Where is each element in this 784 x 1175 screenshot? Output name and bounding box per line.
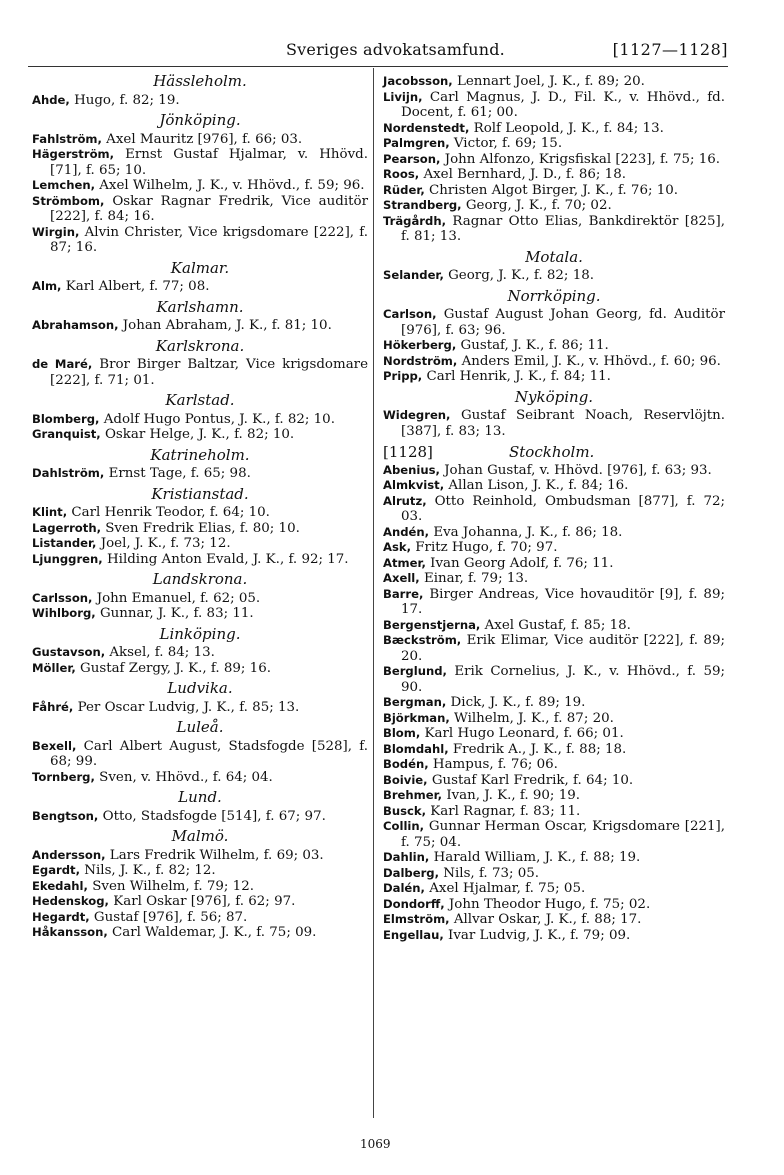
- entry-details: Allvar Oskar, J. K., f. 88; 17.: [453, 912, 642, 927]
- entry-surname: Dahlström,: [32, 466, 105, 480]
- town-heading: Motala.: [525, 247, 583, 266]
- stockholm-entries: [383, 463, 725, 944]
- entry-details: Christen Algot Birger, J. K., f. 76; 10.: [429, 182, 679, 198]
- directory-entry: [383, 494, 725, 525]
- entry-surname: Blomdahl,: [383, 741, 449, 756]
- town-heading: Luleå.: [176, 718, 224, 736]
- entry-details: Erik Cornelius, J. K., v. Hhövd., f. 59; 90.: [401, 664, 725, 695]
- directory-entry: [383, 369, 725, 385]
- directory-entry: [383, 408, 725, 439]
- directory-entry: [32, 879, 368, 895]
- entry-details: Karl Hugo Leonard, f. 66; 01.: [424, 726, 624, 741]
- entry-surname: Lemchen,: [32, 178, 95, 192]
- directory-entry: [32, 279, 368, 295]
- directory-entry: [383, 881, 725, 897]
- column-divider: [373, 68, 374, 1118]
- entry-surname: Klint,: [32, 505, 68, 519]
- entry-surname: Rüder,: [383, 182, 425, 197]
- directory-entry: [383, 773, 725, 789]
- directory-entry: [383, 912, 725, 928]
- header-title: Sveriges advokatsamfund.: [286, 40, 505, 59]
- entry-details: Johan Gustaf, v. Hhövd. [976], f. 63; 93.: [444, 462, 712, 478]
- entry-details: Georg, J. K., f. 70; 02.: [465, 198, 612, 213]
- directory-entry: [32, 427, 368, 443]
- entry-details: Aksel, f. 84; 13.: [109, 645, 215, 660]
- directory-entry: [32, 863, 368, 879]
- entry-surname: Fåhré,: [32, 699, 74, 714]
- entry-surname: Almkvist,: [383, 478, 445, 492]
- directory-entry: [383, 152, 725, 168]
- entry-details: Ernst Tage, f. 65; 98.: [108, 466, 251, 481]
- entry-surname: Bergenstjerna,: [383, 617, 481, 632]
- directory-entry: [383, 167, 725, 183]
- directory-entry: [32, 132, 368, 148]
- entry-details: Wilhelm, J. K., f. 87; 20.: [454, 710, 614, 726]
- directory-entry: [32, 505, 368, 521]
- directory-entry: [383, 897, 725, 913]
- entry-details: Ivan, J. K., f. 90; 19.: [446, 788, 580, 803]
- entry-details: Joel, J. K., f. 73; 12.: [100, 536, 231, 551]
- header-page-range: [1127—1128]: [612, 40, 728, 59]
- entry-surname: Roos,: [383, 167, 420, 181]
- directory-entry: [383, 587, 725, 618]
- directory-entry: [32, 194, 368, 225]
- entry-details: Oskar Helge, J. K., f. 82; 10.: [104, 427, 295, 442]
- entry-surname: Atmer,: [383, 555, 426, 570]
- directory-entry: [383, 338, 725, 354]
- directory-entry: [383, 726, 725, 742]
- entry-surname: Dondorff,: [383, 896, 445, 911]
- entry-surname: Alrutz,: [383, 493, 427, 508]
- directory-entry: [383, 463, 725, 479]
- entry-details: Nils, f. 73; 05.: [443, 865, 540, 881]
- right-column: [383, 74, 725, 943]
- directory-entry: [383, 214, 725, 245]
- entry-surname: Engellau,: [383, 927, 444, 942]
- entry-surname: Elmström,: [383, 912, 450, 926]
- entry-surname: Alm,: [32, 279, 62, 293]
- entry-details: Johan Abraham, J. K., f. 81; 10.: [122, 318, 332, 333]
- directory-entry: [383, 571, 725, 587]
- entry-surname: Nordström,: [383, 353, 458, 368]
- entry-surname: Andén,: [383, 524, 430, 539]
- entry-details: Karl Oskar [976], f. 62; 97.: [113, 894, 296, 909]
- directory-entry: [383, 633, 725, 664]
- entry-details: Fritz Hugo, f. 70; 97.: [415, 540, 558, 555]
- entry-details: Carl Henrik Teodor, f. 64; 10.: [71, 505, 270, 520]
- directory-entry: [383, 804, 725, 820]
- entry-details: Ragnar Otto Elias, Bankdirektör [825], f. 81; 13.: [401, 213, 725, 244]
- entry-surname: Carlson,: [383, 307, 437, 321]
- directory-entry: [383, 664, 725, 695]
- directory-entry: [383, 74, 725, 90]
- entry-details: Oskar Ragnar Fredrik, Vice auditör [222], f. 84; 16.: [50, 193, 368, 224]
- entry-details: John Alfonzo, Krigsfiskal [223], f. 75; 16.: [444, 151, 721, 167]
- entry-details: Einar, f. 79; 13.: [423, 571, 529, 586]
- entry-details: Gustaf [976], f. 56; 87.: [93, 909, 248, 925]
- town-heading: Karlstad.: [165, 391, 235, 409]
- left-column: [32, 74, 368, 941]
- directory-entry: [383, 121, 725, 137]
- entry-details: Georg, J. K., f. 82; 18.: [448, 268, 594, 283]
- directory-entry: [383, 711, 725, 727]
- entry-surname: Boivie,: [383, 772, 428, 787]
- entry-surname: Selander,: [383, 268, 444, 282]
- directory-entry: [32, 925, 368, 941]
- town-heading: Ludvika.: [167, 679, 233, 697]
- entry-details: Otto Reinhold, Ombudsman [877], f. 72; 03.: [401, 493, 725, 524]
- entry-details: Eva Johanna, J. K., f. 86; 18.: [433, 524, 623, 540]
- directory-entry: [383, 268, 725, 284]
- entry-details: Anders Emil, J. K., v. Hhövd., f. 60; 96.: [461, 353, 721, 369]
- entry-surname: Bexell,: [32, 738, 77, 753]
- entry-surname: Egardt,: [32, 863, 81, 877]
- entry-surname: Brehmer,: [383, 788, 443, 802]
- town-heading: Norrköping.: [507, 286, 601, 305]
- directory-entry: [383, 788, 725, 804]
- town-heading: Jönköping.: [159, 111, 241, 129]
- entry-details: Carl Waldemar, J. K., f. 75; 09.: [112, 925, 317, 940]
- entry-details: Per Oscar Ludvig, J. K., f. 85; 13.: [77, 699, 300, 715]
- right-column-top-entries: [383, 74, 725, 245]
- entry-surname: Ekedahl,: [32, 878, 88, 893]
- directory-entry: [383, 928, 725, 944]
- entry-surname: Hökerberg,: [383, 338, 457, 352]
- directory-entry: [32, 770, 368, 786]
- entry-details: Victor, f. 69; 15.: [453, 136, 563, 151]
- entry-surname: Carlsson,: [32, 590, 93, 605]
- directory-entry: [32, 700, 368, 716]
- entry-surname: Trägårdh,: [383, 213, 446, 228]
- entry-surname: Håkansson,: [32, 925, 108, 939]
- entry-details: Ivan Georg Adolf, f. 76; 11.: [430, 555, 614, 571]
- entry-surname: Dalén,: [383, 881, 425, 895]
- entry-details: Nils, J. K., f. 82; 12.: [84, 863, 216, 878]
- town-heading: Karlshamn.: [156, 297, 244, 316]
- entry-details: Lars Fredrik Wilhelm, f. 69; 03.: [109, 847, 324, 863]
- directory-entry: [32, 910, 368, 926]
- directory-entry: [383, 866, 725, 882]
- entry-surname: Wirgin,: [32, 224, 80, 239]
- entry-surname: Tornberg,: [32, 769, 95, 784]
- town-heading: Kalmar.: [170, 258, 230, 277]
- entry-surname: de Maré,: [32, 357, 93, 371]
- entry-details: Sven Wilhelm, f. 79; 12.: [92, 878, 254, 894]
- entry-details: Otto, Stadsfogde [514], f. 67; 97.: [102, 808, 326, 824]
- entry-surname: Palmgren,: [383, 136, 450, 150]
- directory-entry: [383, 540, 725, 556]
- entry-surname: Barre,: [383, 586, 424, 601]
- entry-details: Karl Albert, f. 77; 08.: [65, 279, 210, 294]
- directory-entry: [383, 742, 725, 758]
- directory-entry: [32, 147, 368, 178]
- directory-entry: [32, 412, 368, 428]
- entry-details: Gustaf Zergy, J. K., f. 89; 16.: [80, 660, 271, 676]
- entry-details: Axel Mauritz [976], f. 66; 03.: [106, 131, 303, 147]
- entry-surname: Bæckström,: [383, 633, 462, 647]
- entry-details: Gustaf August Johan Georg, fd. Auditör [976], f. 63; 96.: [401, 307, 725, 338]
- entry-surname: Dahlin,: [383, 850, 430, 864]
- entry-details: John Emanuel, f. 62; 05.: [96, 590, 261, 606]
- directory-entry: [32, 739, 368, 770]
- entry-surname: Hägerström,: [32, 147, 115, 161]
- directory-entry: [383, 618, 725, 634]
- entry-surname: Ljunggren,: [32, 551, 103, 566]
- entry-details: John Theodor Hugo, f. 75; 02.: [448, 896, 651, 912]
- directory-entry: [32, 178, 368, 194]
- entry-surname: Widegren,: [383, 408, 451, 422]
- directory-entry: [383, 850, 725, 866]
- entry-surname: Jacobsson,: [383, 74, 453, 88]
- entry-details: Karl Ragnar, f. 83; 11.: [430, 803, 581, 819]
- entry-surname: Ask,: [383, 540, 411, 554]
- entry-details: Alvin Christer, Vice krigsdomare [222], f. 87; 16.: [50, 224, 368, 255]
- directory-entry: [383, 757, 725, 773]
- town-heading: Kristianstad.: [151, 484, 249, 503]
- entry-surname: Blom,: [383, 726, 421, 740]
- directory-entry: [383, 478, 725, 494]
- entry-surname: Hegardt,: [32, 909, 90, 924]
- directory-entry: [383, 525, 725, 541]
- entry-details: Carl Albert August, Stadsfogde [528], f. 68; 99.: [50, 738, 368, 769]
- entry-details: Sven Fredrik Elias, f. 80; 10.: [105, 520, 300, 536]
- entry-surname: Gustavson,: [32, 645, 106, 659]
- town-heading: Karlskrona.: [155, 336, 245, 355]
- directory-entry: [32, 357, 368, 388]
- directory-entry: [32, 536, 368, 552]
- entry-surname: Wihlborg,: [32, 606, 96, 620]
- directory-entry: [32, 645, 368, 661]
- right-column-towns: [383, 247, 725, 440]
- entry-details: Fredrik A., J. K., f. 88; 18.: [452, 741, 627, 757]
- entry-details: Hugo, f. 82; 19.: [74, 92, 180, 108]
- entry-details: Axel Wilhelm, J. K., v. Hhövd., f. 59; 96.: [99, 178, 365, 193]
- town-heading: Linköping.: [159, 624, 241, 643]
- entry-surname: Möller,: [32, 660, 76, 675]
- entry-details: Erik Elimar, Vice auditör [222], f. 89; 20.: [401, 633, 725, 664]
- entry-details: Ivar Ludvig, J. K., f. 79; 09.: [448, 927, 631, 943]
- entry-details: Harald William, J. K., f. 88; 19.: [433, 850, 641, 865]
- entry-surname: Lagerroth,: [32, 520, 101, 535]
- entry-surname: Granquist,: [32, 427, 101, 441]
- town-heading: Hässleholm.: [153, 72, 247, 90]
- directory-entry: [383, 90, 725, 121]
- directory-entry: [32, 591, 368, 607]
- town-heading: Malmö.: [171, 827, 229, 845]
- entry-details: Allan Lison, J. K., f. 84; 16.: [448, 478, 629, 493]
- entry-details: Axel Hjalmar, f. 75; 05.: [429, 881, 586, 896]
- entry-details: Dick, J. K., f. 89; 19.: [450, 695, 586, 710]
- page-number: 1069: [360, 1137, 391, 1151]
- entry-surname: Bengtson,: [32, 808, 99, 823]
- entry-details: Hilding Anton Evald, J. K., f. 92; 17.: [106, 551, 349, 567]
- entry-details: Lennart Joel, J. K., f. 89; 20.: [456, 74, 645, 89]
- entry-surname: Strandberg,: [383, 198, 462, 212]
- directory-entry: [32, 606, 368, 622]
- entry-surname: Strömbom,: [32, 193, 105, 208]
- town-heading: Stockholm.: [509, 443, 595, 461]
- entry-surname: Andersson,: [32, 847, 106, 862]
- entry-details: Gustaf Seibrant Noach, Reservlöjtn. [387], f. 83; 13.: [401, 408, 725, 439]
- directory-entry: [383, 819, 725, 850]
- directory-entry: [32, 225, 368, 256]
- entry-surname: Nordenstedt,: [383, 120, 470, 135]
- entry-details: Carl Henrik, J. K., f. 84; 11.: [426, 369, 611, 384]
- entry-surname: Busck,: [383, 803, 426, 818]
- entry-details: Adolf Hugo Pontus, J. K., f. 82; 10.: [103, 411, 335, 427]
- directory-entry: [32, 521, 368, 537]
- entry-details: Carl Magnus, J. D., Fil. K., v. Hhövd., fd. Docent, f. 61; 00.: [401, 89, 725, 120]
- directory-entry: [32, 552, 368, 568]
- directory-entry: [32, 661, 368, 677]
- entry-surname: Listander,: [32, 536, 97, 550]
- directory-entry: [32, 809, 368, 825]
- directory-entry: [383, 695, 725, 711]
- entry-surname: Pripp,: [383, 369, 423, 383]
- entry-details: Gunnar Herman Oscar, Krigsdomare [221], f. 75; 04.: [401, 819, 725, 850]
- directory-entry: [383, 183, 725, 199]
- entry-surname: Fahlström,: [32, 131, 102, 146]
- directory-entry: [32, 318, 368, 334]
- stockholm-section-heading: [383, 445, 725, 461]
- entry-surname: Blomberg,: [32, 411, 100, 426]
- town-heading: Katrineholm.: [150, 445, 250, 464]
- entry-details: Gunnar, J. K., f. 83; 11.: [99, 606, 254, 621]
- directory-entry: [383, 354, 725, 370]
- entry-details: Birger Andreas, Vice hovauditör [9], f. 89; 17.: [401, 586, 725, 617]
- entry-details: Ernst Gustaf Hjalmar, v. Hhövd. [71], f. 65; 10.: [50, 147, 368, 178]
- directory-entry: [383, 556, 725, 572]
- directory-entry: [383, 198, 725, 214]
- entry-details: Gustaf, J. K., f. 86; 11.: [460, 338, 609, 353]
- page-header: [28, 40, 728, 67]
- entry-surname: Hedenskog,: [32, 894, 109, 908]
- entry-details: Axel Bernhard, J. D., f. 86; 18.: [423, 167, 626, 182]
- town-heading: Landskrona.: [152, 570, 248, 588]
- directory-entry: [383, 136, 725, 152]
- entry-surname: Livijn,: [383, 89, 423, 104]
- entry-surname: Pearson,: [383, 151, 441, 166]
- entry-surname: Dalberg,: [383, 865, 440, 880]
- entry-surname: Ahde,: [32, 92, 70, 107]
- entry-details: Axel Gustaf, f. 85; 18.: [484, 617, 631, 633]
- entry-surname: Abrahamson,: [32, 318, 119, 332]
- directory-entry: [32, 894, 368, 910]
- entry-surname: Axell,: [383, 571, 420, 585]
- entry-surname: Bodén,: [383, 757, 429, 771]
- entry-details: Gustaf Karl Fredrik, f. 64; 10.: [431, 772, 634, 788]
- entry-details: Bror Birger Baltzar, Vice krigsdomare [222], f. 71; 01.: [50, 357, 369, 388]
- section-number: [1128]: [383, 443, 433, 461]
- entry-surname: Abenius,: [383, 462, 440, 477]
- entry-surname: Bergman,: [383, 695, 447, 709]
- town-heading: Nyköping.: [514, 387, 594, 406]
- directory-entry: [383, 307, 725, 338]
- entry-details: Hampus, f. 76; 06.: [432, 757, 558, 772]
- town-heading: Lund.: [178, 788, 222, 806]
- directory-entry: [32, 93, 368, 109]
- entry-details: Sven, v. Hhövd., f. 64; 04.: [99, 769, 273, 785]
- directory-entry: [32, 466, 368, 482]
- entry-surname: Berglund,: [383, 664, 447, 678]
- directory-entry: [32, 848, 368, 864]
- entry-surname: Collin,: [383, 819, 425, 833]
- entry-surname: Björkman,: [383, 710, 450, 725]
- entry-details: Rolf Leopold, J. K., f. 84; 13.: [473, 120, 664, 136]
